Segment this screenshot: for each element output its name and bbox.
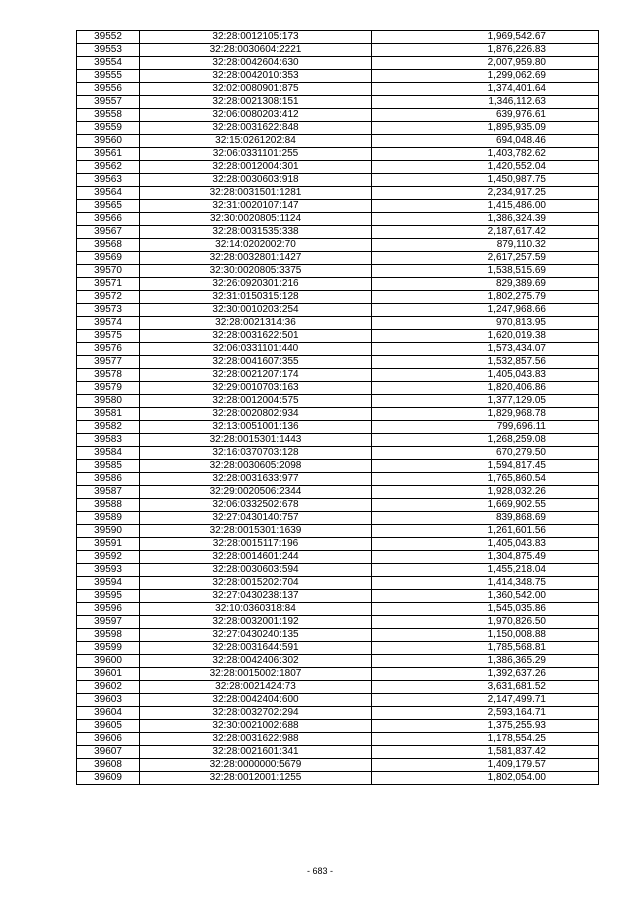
table-row: [77, 447, 599, 460]
table-row: [77, 70, 599, 83]
cadastral-number-cell: 32:28:0021207:174: [140, 369, 372, 382]
cadastral-number-cell: 32:26:0920301:216: [140, 278, 372, 291]
row-number-cell: 39605: [77, 720, 140, 733]
row-number-cell: 39601: [77, 668, 140, 681]
cadastral-number-cell: 32:06:0332502:678: [140, 499, 372, 512]
cadastral-value-cell: 1,405,043.83: [372, 369, 599, 382]
cadastral-number-cell: 32:28:0031644:591: [140, 642, 372, 655]
table-row: [77, 746, 599, 759]
cadastral-value-cell: 639,976.61: [372, 109, 599, 122]
cadastral-value-cell: 2,234,917.25: [372, 187, 599, 200]
cadastral-value-cell: 1,415,486.00: [372, 200, 599, 213]
row-number-cell: 39560: [77, 135, 140, 148]
table-row: [77, 304, 599, 317]
table-row: [77, 668, 599, 681]
cadastral-number-cell: 32:30:0010203:254: [140, 304, 372, 317]
cadastral-number-cell: 32:30:0021002:688: [140, 720, 372, 733]
row-number-cell: 39593: [77, 564, 140, 577]
row-number-cell: 39577: [77, 356, 140, 369]
table-row: [77, 161, 599, 174]
cadastral-number-cell: 32:28:0015117:196: [140, 538, 372, 551]
cadastral-number-cell: 32:28:0042404:600: [140, 694, 372, 707]
cadastral-value-cell: 1,802,275.79: [372, 291, 599, 304]
cadastral-value-cell: 1,970,826.50: [372, 616, 599, 629]
cadastral-value-cell: 670,279.50: [372, 447, 599, 460]
row-number-cell: 39564: [77, 187, 140, 200]
cadastral-number-cell: 32:28:0031633:977: [140, 473, 372, 486]
cadastral-number-cell: 32:31:0020107:147: [140, 200, 372, 213]
cadastral-value-cell: 879,110.32: [372, 239, 599, 252]
row-number-cell: 39589: [77, 512, 140, 525]
table-row: [77, 83, 599, 96]
row-number-cell: 39607: [77, 746, 140, 759]
row-number-cell: 39587: [77, 486, 140, 499]
cadastral-value-cell: 1,545,035.86: [372, 603, 599, 616]
cadastral-value-cell: 970,813.95: [372, 317, 599, 330]
cadastral-number-cell: 32:28:0030603:918: [140, 174, 372, 187]
cadastral-value-cell: 1,895,935.09: [372, 122, 599, 135]
cadastral-number-cell: 32:28:0020802:934: [140, 408, 372, 421]
cadastral-value-cell: 1,538,515.69: [372, 265, 599, 278]
table-row: [77, 434, 599, 447]
cadastral-value-cell: 1,414,348.75: [372, 577, 599, 590]
cadastral-number-cell: 32:14:0202002:70: [140, 239, 372, 252]
cadastral-number-cell: 32:29:0010703:163: [140, 382, 372, 395]
table-row: [77, 512, 599, 525]
table-row: [77, 31, 599, 44]
table-row: [77, 96, 599, 109]
table-row: [77, 538, 599, 551]
table-row: [77, 109, 599, 122]
row-number-cell: 39604: [77, 707, 140, 720]
cadastral-number-cell: 32:31:0150315:128: [140, 291, 372, 304]
cadastral-number-cell: 32:28:0012105:173: [140, 31, 372, 44]
cadastral-value-cell: 1,386,365.29: [372, 655, 599, 668]
row-number-cell: 39581: [77, 408, 140, 421]
table-row: [77, 200, 599, 213]
cadastral-value-cell: 1,346,112.63: [372, 96, 599, 109]
cadastral-number-cell: 32:30:0020805:1124: [140, 213, 372, 226]
cadastral-number-cell: 32:28:0012004:301: [140, 161, 372, 174]
row-number-cell: 39565: [77, 200, 140, 213]
cadastral-value-cell: 1,150,008.88: [372, 629, 599, 642]
cadastral-value-cell: 1,620,019.38: [372, 330, 599, 343]
cadastral-number-cell: 32:28:0042406:302: [140, 655, 372, 668]
cadastral-value-cell: 1,802,054.00: [372, 772, 599, 785]
row-number-cell: 39574: [77, 317, 140, 330]
row-number-cell: 39600: [77, 655, 140, 668]
table-body: [77, 31, 599, 785]
row-number-cell: 39557: [77, 96, 140, 109]
table-row: [77, 239, 599, 252]
row-number-cell: 39597: [77, 616, 140, 629]
cadastral-value-cell: 1,409,179.57: [372, 759, 599, 772]
table-row: [77, 187, 599, 200]
row-number-cell: 39576: [77, 343, 140, 356]
cadastral-number-cell: 32:29:0020506:2344: [140, 486, 372, 499]
cadastral-number-cell: 32:28:0041607:355: [140, 356, 372, 369]
cadastral-number-cell: 32:28:0021314:36: [140, 317, 372, 330]
row-number-cell: 39584: [77, 447, 140, 460]
row-number-cell: 39567: [77, 226, 140, 239]
cadastral-number-cell: 32:27:0430240:135: [140, 629, 372, 642]
table-row: [77, 642, 599, 655]
cadastral-value-cell: 1,876,226.83: [372, 44, 599, 57]
cadastral-value-cell: 2,187,617.42: [372, 226, 599, 239]
cadastral-value-table: [76, 30, 599, 785]
table-row: [77, 356, 599, 369]
row-number-cell: 39596: [77, 603, 140, 616]
cadastral-value-cell: 1,405,043.83: [372, 538, 599, 551]
cadastral-value-cell: 1,420,552.04: [372, 161, 599, 174]
row-number-cell: 39599: [77, 642, 140, 655]
table-row: [77, 590, 599, 603]
table-row: [77, 564, 599, 577]
row-number-cell: 39562: [77, 161, 140, 174]
table-row: [77, 122, 599, 135]
row-number-cell: 39594: [77, 577, 140, 590]
table-row: [77, 213, 599, 226]
table-row: [77, 174, 599, 187]
table-row: [77, 629, 599, 642]
row-number-cell: 39568: [77, 239, 140, 252]
table-row: [77, 135, 599, 148]
table-row: [77, 525, 599, 538]
row-number-cell: 39578: [77, 369, 140, 382]
cadastral-number-cell: 32:28:0014601:244: [140, 551, 372, 564]
cadastral-value-cell: 1,573,434.07: [372, 343, 599, 356]
cadastral-number-cell: 32:28:0012004:575: [140, 395, 372, 408]
cadastral-number-cell: 32:28:0015301:1639: [140, 525, 372, 538]
cadastral-number-cell: 32:28:0032702:294: [140, 707, 372, 720]
cadastral-value-cell: 694,048.46: [372, 135, 599, 148]
cadastral-value-cell: 839,868.69: [372, 512, 599, 525]
table-row: [77, 759, 599, 772]
row-number-cell: 39570: [77, 265, 140, 278]
row-number-cell: 39588: [77, 499, 140, 512]
cadastral-value-cell: 1,669,902.55: [372, 499, 599, 512]
cadastral-number-cell: 32:10:0360318:84: [140, 603, 372, 616]
cadastral-value-cell: 1,375,255.93: [372, 720, 599, 733]
cadastral-number-cell: 32:28:0030604:2221: [140, 44, 372, 57]
row-number-cell: 39591: [77, 538, 140, 551]
row-number-cell: 39559: [77, 122, 140, 135]
cadastral-number-cell: 32:28:0032801:1427: [140, 252, 372, 265]
table-row: [77, 252, 599, 265]
cadastral-value-cell: 1,178,554.25: [372, 733, 599, 746]
cadastral-value-cell: 1,765,860.54: [372, 473, 599, 486]
row-number-cell: 39598: [77, 629, 140, 642]
table-row: [77, 772, 599, 785]
cadastral-number-cell: 32:28:0030603:594: [140, 564, 372, 577]
cadastral-number-cell: 32:06:0080203:412: [140, 109, 372, 122]
cadastral-number-cell: 32:06:0331101:255: [140, 148, 372, 161]
table-row: [77, 655, 599, 668]
cadastral-number-cell: 32:28:0031622:988: [140, 733, 372, 746]
row-number-cell: 39586: [77, 473, 140, 486]
row-number-cell: 39573: [77, 304, 140, 317]
row-number-cell: 39583: [77, 434, 140, 447]
cadastral-value-cell: 1,360,542.00: [372, 590, 599, 603]
cadastral-value-cell: 1,247,968.66: [372, 304, 599, 317]
table-row: [77, 733, 599, 746]
cadastral-value-cell: 1,392,637.26: [372, 668, 599, 681]
row-number-cell: 39554: [77, 57, 140, 70]
table-row: [77, 603, 599, 616]
cadastral-value-cell: 799,696.11: [372, 421, 599, 434]
row-number-cell: 39569: [77, 252, 140, 265]
row-number-cell: 39602: [77, 681, 140, 694]
table-row: [77, 694, 599, 707]
cadastral-value-cell: 1,377,129.05: [372, 395, 599, 408]
row-number-cell: 39552: [77, 31, 140, 44]
cadastral-number-cell: 32:28:0031622:848: [140, 122, 372, 135]
cadastral-number-cell: 32:28:0015301:1443: [140, 434, 372, 447]
cadastral-number-cell: 32:28:0031622:501: [140, 330, 372, 343]
row-number-cell: 39582: [77, 421, 140, 434]
cadastral-number-cell: 32:28:0030605:2098: [140, 460, 372, 473]
table-row: [77, 499, 599, 512]
cadastral-value-cell: 1,785,568.81: [372, 642, 599, 655]
table-row: [77, 720, 599, 733]
cadastral-value-cell: 1,450,987.75: [372, 174, 599, 187]
table-row: [77, 382, 599, 395]
cadastral-number-cell: 32:28:0042604:630: [140, 57, 372, 70]
cadastral-value-cell: 1,299,062.69: [372, 70, 599, 83]
cadastral-number-cell: 32:02:0080901:875: [140, 83, 372, 96]
table-row: [77, 317, 599, 330]
cadastral-value-cell: 1,403,782.62: [372, 148, 599, 161]
table-row: [77, 577, 599, 590]
cadastral-value-cell: 1,455,218.04: [372, 564, 599, 577]
cadastral-value-cell: 1,268,259.08: [372, 434, 599, 447]
page-number: - 683 -: [306, 866, 333, 876]
cadastral-number-cell: 32:28:0032001:192: [140, 616, 372, 629]
cadastral-value-cell: 1,820,406.86: [372, 382, 599, 395]
table-row: [77, 330, 599, 343]
row-number-cell: 39606: [77, 733, 140, 746]
cadastral-value-cell: 2,007,959.80: [372, 57, 599, 70]
cadastral-number-cell: 32:28:0021424:73: [140, 681, 372, 694]
cadastral-number-cell: 32:28:0015202:704: [140, 577, 372, 590]
table-row: [77, 278, 599, 291]
row-number-cell: 39572: [77, 291, 140, 304]
cadastral-value-cell: 1,304,875.49: [372, 551, 599, 564]
cadastral-value-cell: 2,617,257.59: [372, 252, 599, 265]
table-row: [77, 551, 599, 564]
row-number-cell: 39595: [77, 590, 140, 603]
cadastral-value-cell: 829,389.69: [372, 278, 599, 291]
cadastral-number-cell: 32:28:0000000:5679: [140, 759, 372, 772]
cadastral-value-cell: 1,261,601.56: [372, 525, 599, 538]
cadastral-number-cell: 32:27:0430238:137: [140, 590, 372, 603]
row-number-cell: 39608: [77, 759, 140, 772]
table-row: [77, 369, 599, 382]
row-number-cell: 39555: [77, 70, 140, 83]
row-number-cell: 39609: [77, 772, 140, 785]
row-number-cell: 39592: [77, 551, 140, 564]
table-row: [77, 44, 599, 57]
table-row: [77, 460, 599, 473]
table-row: [77, 681, 599, 694]
row-number-cell: 39553: [77, 44, 140, 57]
cadastral-value-cell: 3,631,681.52: [372, 681, 599, 694]
row-number-cell: 39563: [77, 174, 140, 187]
cadastral-value-cell: 1,374,401.64: [372, 83, 599, 96]
row-number-cell: 39585: [77, 460, 140, 473]
table-row: [77, 486, 599, 499]
table-row: [77, 148, 599, 161]
cadastral-value-cell: 1,386,324.39: [372, 213, 599, 226]
cadastral-value-cell: 1,581,837.42: [372, 746, 599, 759]
cadastral-value-cell: 1,829,968.78: [372, 408, 599, 421]
table-row: [77, 226, 599, 239]
table-row: [77, 473, 599, 486]
cadastral-value-cell: 1,532,857.56: [372, 356, 599, 369]
table-row: [77, 57, 599, 70]
cadastral-number-cell: 32:28:0031535:338: [140, 226, 372, 239]
cadastral-number-cell: 32:28:0021308:151: [140, 96, 372, 109]
cadastral-number-cell: 32:28:0012001:1255: [140, 772, 372, 785]
table-row: [77, 291, 599, 304]
cadastral-value-cell: 1,594,817.45: [372, 460, 599, 473]
cadastral-number-cell: 32:13:0051001:136: [140, 421, 372, 434]
row-number-cell: 39603: [77, 694, 140, 707]
table-row: [77, 421, 599, 434]
row-number-cell: 39556: [77, 83, 140, 96]
row-number-cell: 39575: [77, 330, 140, 343]
cadastral-value-cell: 2,147,499.71: [372, 694, 599, 707]
table-row: [77, 707, 599, 720]
cadastral-value-cell: 1,969,542.67: [372, 31, 599, 44]
row-number-cell: 39571: [77, 278, 140, 291]
cadastral-value-cell: 1,928,032.26: [372, 486, 599, 499]
cadastral-number-cell: 32:28:0021601:341: [140, 746, 372, 759]
cadastral-number-cell: 32:27:0430140:757: [140, 512, 372, 525]
row-number-cell: 39558: [77, 109, 140, 122]
row-number-cell: 39566: [77, 213, 140, 226]
table-row: [77, 343, 599, 356]
cadastral-value-cell: 2,593,164.71: [372, 707, 599, 720]
row-number-cell: 39579: [77, 382, 140, 395]
cadastral-number-cell: 32:16:0370703:128: [140, 447, 372, 460]
cadastral-number-cell: 32:28:0042010:353: [140, 70, 372, 83]
row-number-cell: 39590: [77, 525, 140, 538]
row-number-cell: 39580: [77, 395, 140, 408]
cadastral-number-cell: 32:28:0015002:1807: [140, 668, 372, 681]
table-row: [77, 265, 599, 278]
cadastral-number-cell: 32:06:0331101:440: [140, 343, 372, 356]
table-row: [77, 395, 599, 408]
cadastral-number-cell: 32:30:0020805:3375: [140, 265, 372, 278]
table-row: [77, 616, 599, 629]
row-number-cell: 39561: [77, 148, 140, 161]
cadastral-number-cell: 32:28:0031501:1281: [140, 187, 372, 200]
table-row: [77, 408, 599, 421]
cadastral-number-cell: 32:15:0261202:84: [140, 135, 372, 148]
